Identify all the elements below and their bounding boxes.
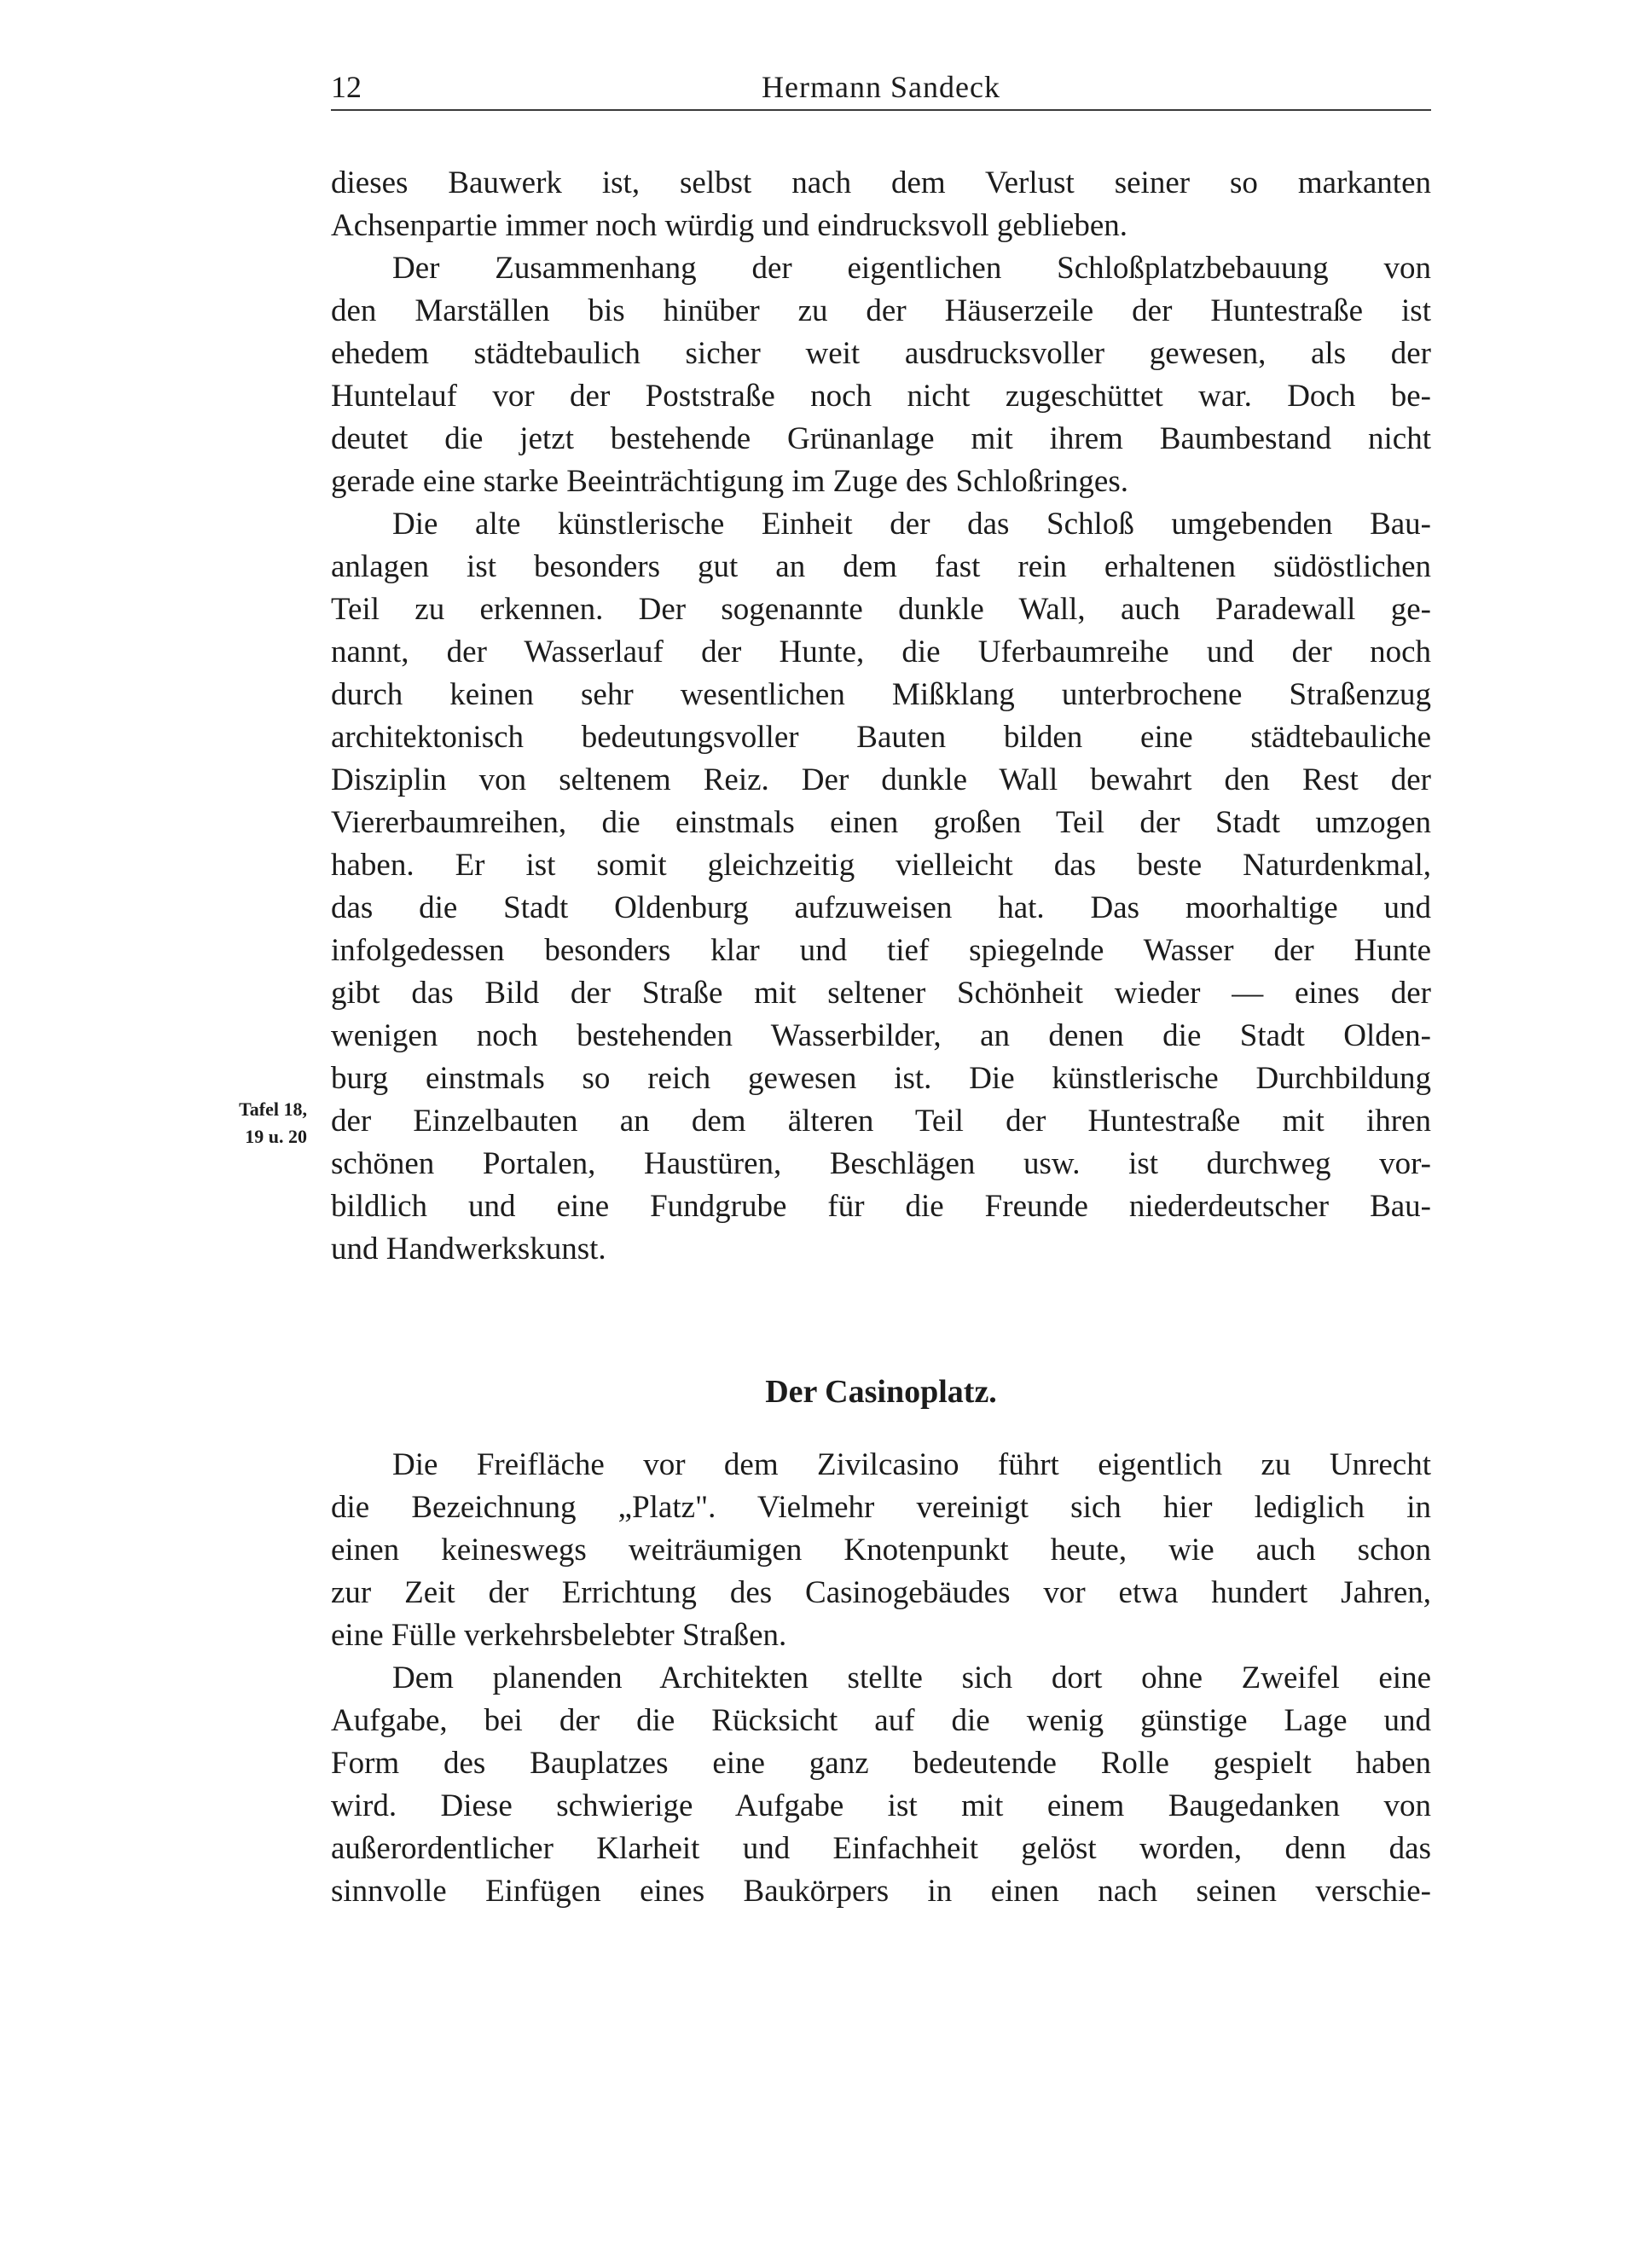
text-line: haben. Er ist somit gleichzeitig vielleicht das beste Naturdenkmal, [331, 848, 1431, 883]
page-header [331, 68, 1431, 111]
text-line: architektonisch bedeutungsvoller Bauten bilden eine städtebauliche [331, 720, 1431, 755]
text-line: sinnvolle Einfügen eines Baukörpers in einen nach seinen verschie- [331, 1874, 1431, 1909]
body-text-lower [331, 1444, 1431, 1913]
text-line: burg einstmals so reich gewesen ist. Die künstlerische Durchbildung [331, 1061, 1431, 1096]
text-line: die Bezeichnung „Platz". Vielmehr vereinigt sich hier lediglich in [331, 1490, 1431, 1525]
text-line: und Handwerkskunst. [331, 1232, 606, 1266]
text-line: Der Zusammenhang der eigentlichen Schloßplatzbebauung von [392, 251, 1431, 286]
section-heading: Der Casinoplatz. [765, 1374, 997, 1410]
text-line: durch keinen sehr wesentlichen Mißklang unterbrochene Straßenzug [331, 677, 1431, 712]
text-line: außerordentlicher Klarheit und Einfachheit gelöst worden, denn das [331, 1831, 1431, 1866]
text-line: nannt, der Wasserlauf der Hunte, die Uferbaumreihe und der noch [331, 635, 1431, 669]
text-line: Achsenpartie immer noch würdig und eindrucksvoll geblieben. [331, 208, 1127, 243]
text-line: infolgedessen besonders klar und tief spiegelnde Wasser der Hunte [331, 933, 1431, 968]
text-line: Form des Bauplatzes eine ganz bedeutende Rolle gespielt haben [331, 1746, 1431, 1781]
text-line: schönen Portalen, Haustüren, Beschlägen usw. ist durchweg vor- [331, 1146, 1431, 1181]
text-line: das die Stadt Oldenburg aufzuweisen hat. Das moorhaltige und [331, 890, 1431, 925]
text-line: ehedem städtebaulich sicher weit ausdrucksvoller gewesen, als der [331, 336, 1431, 371]
text-line: Aufgabe, bei der die Rücksicht auf die wenig günstige Lage und [331, 1703, 1431, 1738]
text-line: deutet die jetzt bestehende Grünanlage mit ihrem Baumbestand nicht [331, 421, 1431, 456]
text-line: den Marställen bis hinüber zu der Häuserzeile der Huntestraße ist [331, 293, 1431, 328]
running-head: Hermann Sandeck [762, 70, 1000, 104]
text-line: dieses Bauwerk ist, selbst nach dem Verlust seiner so markanten [331, 165, 1431, 200]
text-line: gibt das Bild der Straße mit seltener Schönheit wieder — eines der [331, 976, 1431, 1011]
text-line: Teil zu erkennen. Der sogenannte dunkle Wall, auch Paradewall ge- [331, 592, 1431, 627]
text-line: wenigen noch bestehenden Wasserbilder, an denen die Stadt Olden- [331, 1018, 1431, 1053]
marginal-note [205, 1096, 307, 1150]
body-text-upper [331, 162, 1431, 1271]
text-line: Dem planenden Architekten stellte sich dort ohne Zweifel eine [392, 1660, 1431, 1695]
text-line: gerade eine starke Beeinträchtigung im Zuge des Schloßringes. [331, 464, 1128, 499]
text-line: zur Zeit der Errichtung des Casinogebäudes vor etwa hundert Jahren, [331, 1575, 1431, 1610]
text-line: Disziplin von seltenem Reiz. Der dunkle Wall bewahrt den Rest der [331, 762, 1431, 797]
text-line: der Einzelbauten an dem älteren Teil der Huntestraße mit ihren [331, 1104, 1431, 1139]
page-number: 12 [331, 70, 362, 104]
marginal-note-line: Tafel 18, [239, 1098, 307, 1120]
text-line: Viererbaumreihen, die einstmals einen großen Teil der Stadt umzogen [331, 805, 1431, 840]
text-line: Die Freifläche vor dem Zivilcasino führt eigentlich zu Unrecht [392, 1447, 1431, 1482]
text-line: anlagen ist besonders gut an dem fast rein erhaltenen südöstlichen [331, 549, 1431, 584]
marginal-note-line: 19 u. 20 [245, 1126, 307, 1147]
text-line: einen keineswegs weiträumigen Knotenpunkt heute, wie auch schon [331, 1533, 1431, 1568]
text-line: eine Fülle verkehrsbelebter Straßen. [331, 1618, 787, 1653]
text-line: Die alte künstlerische Einheit der das Schloß umgebenden Bau- [392, 507, 1431, 542]
text-line: Huntelauf vor der Poststraße noch nicht zugeschüttet war. Doch be- [331, 379, 1431, 414]
text-line: wird. Diese schwierige Aufgabe ist mit einem Baugedanken von [331, 1788, 1431, 1823]
text-line: bildlich und eine Fundgrube für die Freunde niederdeutscher Bau- [331, 1189, 1431, 1224]
